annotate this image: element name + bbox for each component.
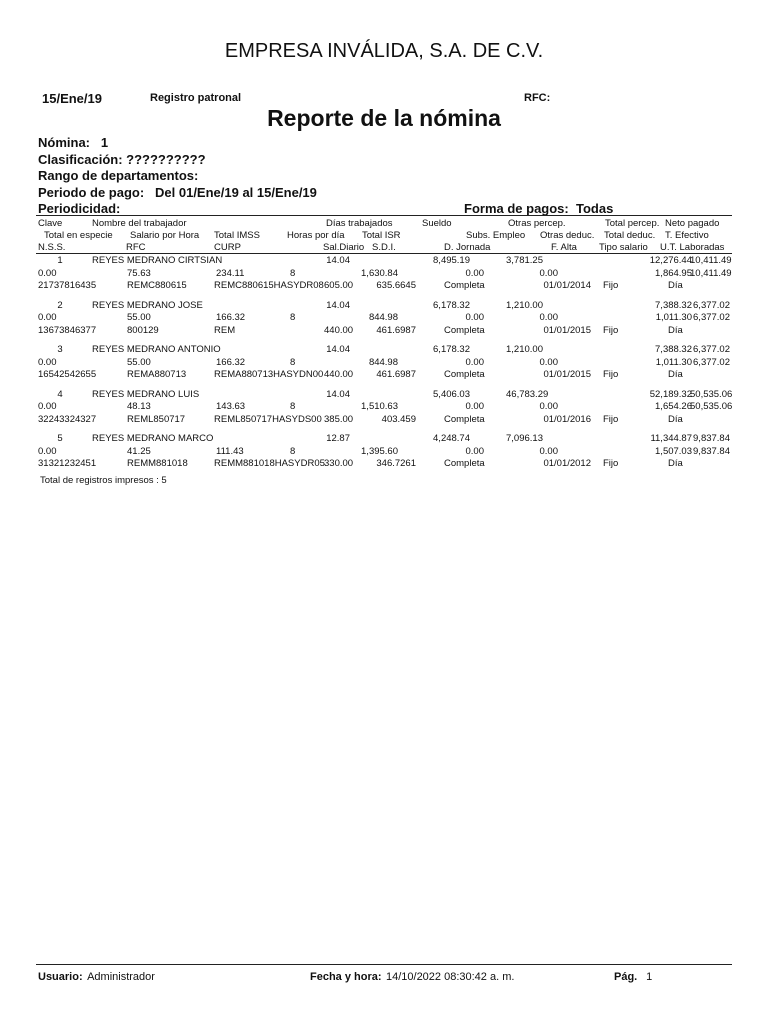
cell-rfc: 800129 (127, 324, 159, 336)
col-tipo: Tipo salario (599, 242, 648, 253)
cell-sueldo: 4,248.74 (433, 433, 470, 444)
cell-horas: 8 (290, 312, 296, 324)
cell-sdi: 346.7261 (376, 458, 416, 470)
cell-imss: 143.63 (216, 401, 246, 413)
cell-sal-diario: 440.00 (324, 369, 354, 381)
cell-jornada: Completa (444, 413, 485, 425)
cell-tipo: Fijo (603, 458, 619, 470)
company-name: EMPRESA INVÁLIDA, S.A. DE C.V. (224, 40, 544, 62)
col-subs: Subs. Empleo (466, 230, 526, 241)
cell-imss: 166.32 (216, 356, 246, 368)
nomina-value: 1 (100, 135, 109, 150)
periodo-label: Periodo de pago: (38, 185, 145, 200)
cell-total-percep: 12,276.44 (649, 255, 692, 266)
cell-especie: 0.00 (38, 401, 57, 413)
cell-tipo: Fijo (603, 413, 619, 425)
col-rfc: RFC (126, 242, 146, 253)
cell-otras-deduc: 0.00 (539, 312, 558, 324)
cell-clave: 5 (57, 433, 63, 444)
fecha-label: Fecha y hora: (310, 971, 382, 983)
cell-clave: 3 (57, 344, 63, 355)
cell-otras-deduc: 0.00 (539, 267, 558, 279)
col-horas: Horas por día (287, 230, 345, 241)
cell-alta: 01/01/2015 (543, 324, 591, 336)
cell-otras-deduc: 0.00 (539, 356, 558, 368)
cell-nombre: REYES MEDRANO MARCO (92, 433, 214, 444)
cell-ut: Día (668, 458, 683, 470)
cell-ut: Día (668, 413, 683, 425)
cell-alta: 01/01/2015 (543, 369, 591, 381)
usuario-label: Usuario: (38, 971, 83, 983)
col-imss: Total IMSS (214, 230, 260, 241)
footer-fecha (310, 967, 514, 985)
cell-imss: 166.32 (216, 312, 246, 324)
cell-salario-hora: 55.00 (127, 312, 151, 324)
col-efectivo: T. Efectivo (665, 230, 709, 241)
cell-jornada: Completa (444, 280, 485, 292)
col-nss: N.S.S. (38, 242, 66, 253)
rango-label: Rango de departamentos: (38, 168, 199, 183)
cell-sdi: 461.6987 (376, 369, 416, 381)
cell-total-percep: 52,189.32 (649, 388, 692, 400)
cell-imss: 111.43 (216, 445, 244, 457)
col-clave: Clave (38, 218, 63, 229)
cell-especie: 0.00 (38, 445, 57, 457)
cell-sdi: 461.6987 (376, 324, 416, 336)
cell-sueldo: 6,178.32 (433, 344, 470, 355)
cell-otras-percep: 3,781.25 (506, 255, 543, 266)
usuario-value: Administrador (87, 971, 155, 983)
nomina-label: Nómina: (38, 135, 90, 150)
col-sal-diario: Sal.Diario (323, 242, 365, 253)
col-curp: CURP (214, 242, 241, 253)
cell-isr: 844.98 (368, 356, 398, 368)
cell-alta: 01/01/2016 (543, 413, 591, 425)
cell-especie: 0.00 (38, 356, 57, 368)
col-salario-hora: Salario por Hora (130, 230, 200, 241)
footer-usuario (38, 967, 155, 985)
cell-nss: 32243324327 (38, 413, 97, 425)
cell-ut: Día (668, 324, 683, 336)
cell-sal-diario: 440.00 (324, 324, 354, 336)
cell-nombre: REYES MEDRANO LUIS (92, 388, 200, 400)
cell-dias: 14.04 (326, 344, 350, 355)
cell-horas: 8 (290, 356, 296, 368)
cell-isr: 1,630.84 (361, 267, 398, 279)
nomina-field (38, 135, 108, 150)
cell-total-deduc: 1,864.95 (655, 267, 692, 279)
cell-salario-hora: 48.13 (127, 401, 151, 413)
cell-especie: 0.00 (38, 267, 57, 279)
cell-otras-percep: 46,783.29 (506, 388, 549, 400)
cell-efectivo: 6,377.02 (693, 312, 730, 324)
cell-sueldo: 8,495.19 (433, 255, 470, 266)
cell-clave: 4 (57, 388, 63, 400)
col-otras-deduc: Otras deduc. (540, 230, 595, 241)
col-alta: F. Alta (551, 242, 577, 253)
col-sdi: S.D.I. (372, 242, 396, 253)
col-total-deduc: Total deduc. (604, 230, 656, 241)
cell-alta: 01/01/2012 (543, 458, 591, 470)
footer-rule (36, 964, 732, 965)
cell-dias: 14.04 (326, 255, 350, 266)
cell-isr: 844.98 (368, 312, 398, 324)
cell-curp: REML850717HASYDS00 (214, 413, 322, 425)
cell-otras-percep: 1,210.00 (506, 299, 543, 311)
cell-subs: 0.00 (465, 267, 484, 279)
cell-nss: 21737816435 (38, 280, 97, 292)
cell-clave: 1 (57, 255, 63, 266)
cell-otras-percep: 1,210.00 (506, 344, 543, 355)
periodo-field (38, 185, 317, 200)
cell-especie: 0.00 (38, 312, 57, 324)
cell-total-deduc: 1,011.30 (655, 356, 692, 368)
footer-pagina (614, 967, 652, 985)
cell-subs: 0.00 (465, 445, 484, 457)
periodo-value: Del 01/Ene/19 al 15/Ene/19 (155, 185, 317, 200)
cell-efectivo: 10,411.49 (690, 267, 732, 279)
header-rule (36, 215, 732, 216)
forma-pago-label: Forma de pagos: (464, 201, 569, 216)
columns-rule (36, 253, 732, 254)
cell-tipo: Fijo (603, 324, 619, 336)
cell-total-percep: 7,388.32 (655, 344, 692, 355)
forma-pago-field (464, 201, 613, 216)
periodicidad-label: Periodicidad: (38, 201, 121, 216)
cell-rfc: REML850717 (127, 413, 186, 425)
cell-nss: 31321232451 (38, 458, 97, 470)
pagina-label: Pág. (614, 971, 638, 983)
cell-rfc: REMA880713 (127, 369, 187, 381)
col-total-percep: Total percep. (605, 218, 660, 229)
cell-isr: 1,395.60 (361, 445, 398, 457)
fecha-value: 14/10/2022 08:30:42 a. m. (385, 971, 515, 983)
cell-alta: 01/01/2014 (543, 280, 591, 292)
total-registros: Total de registros impresos : 5 (40, 475, 167, 486)
cell-imss: 234.11 (216, 267, 245, 279)
cell-sal-diario: 330.00 (324, 458, 354, 470)
cell-efectivo: 9,837.84 (693, 445, 730, 457)
cell-tipo: Fijo (603, 369, 619, 381)
registro-patronal-label: Registro patronal (150, 92, 242, 104)
cell-rfc: REMC880615 (127, 280, 187, 292)
clasificacion-value: ?????????? (126, 152, 206, 167)
report-date: 15/Ene/19 (42, 91, 102, 106)
cell-sdi: 635.6645 (376, 280, 416, 292)
cell-curp: REMC880615HASYDR08 (214, 280, 324, 292)
cell-sueldo: 6,178.32 (433, 299, 470, 311)
cell-sal-diario: 605.00 (324, 280, 354, 292)
cell-curp: REM (214, 324, 236, 336)
cell-neto: 10,411.49 (690, 255, 732, 266)
clasificacion-label: Clasificación: (38, 152, 123, 167)
cell-subs: 0.00 (465, 312, 484, 324)
cell-horas: 8 (290, 267, 296, 279)
cell-efectivo: 6,377.02 (693, 356, 730, 368)
cell-dias: 14.04 (326, 388, 350, 400)
cell-sueldo: 5,406.03 (433, 388, 470, 400)
cell-otras-deduc: 0.00 (539, 445, 558, 457)
col-ut: U.T. Laboradas (660, 242, 725, 253)
cell-neto: 50,535.06 (690, 388, 733, 400)
cell-salario-hora: 41.25 (127, 445, 151, 457)
cell-nombre: REYES MEDRANO CIRTSIAN (92, 255, 223, 266)
cell-dias: 12.87 (326, 433, 350, 444)
cell-salario-hora: 55.00 (127, 356, 151, 368)
cell-horas: 8 (290, 401, 296, 413)
cell-ut: Día (668, 369, 683, 381)
cell-efectivo: 50,535.06 (690, 401, 733, 413)
cell-nombre: REYES MEDRANO JOSE (92, 299, 203, 311)
col-nombre: Nombre del trabajador (92, 218, 187, 229)
pagina-value: 1 (646, 971, 653, 983)
cell-curp: REMM881018HASYDR05 (214, 458, 325, 470)
cell-sal-diario: 385.00 (324, 413, 354, 425)
cell-clave: 2 (57, 299, 63, 311)
col-isr: Total ISR (362, 230, 401, 241)
cell-nombre: REYES MEDRANO ANTONIO (92, 344, 221, 355)
col-jornada: D. Jornada (444, 242, 491, 253)
report-title: Reporte de la nómina (267, 105, 501, 131)
cell-total-percep: 7,388.32 (655, 299, 692, 311)
cell-total-percep: 11,344.87 (650, 433, 692, 444)
col-neto: Neto pagado (665, 218, 720, 229)
col-sueldo: Sueldo (422, 218, 452, 229)
rfc-label: RFC: (524, 92, 551, 104)
cell-curp: REMA880713HASYDN00 (214, 369, 324, 381)
cell-isr: 1,510.63 (361, 401, 398, 413)
cell-total-deduc: 1,507.03 (655, 445, 692, 457)
col-especie: Total en especie (44, 230, 113, 241)
col-dias: Días trabajados (326, 218, 393, 229)
cell-nss: 16542542655 (38, 369, 97, 381)
cell-subs: 0.00 (465, 401, 484, 413)
cell-neto: 6,377.02 (693, 344, 730, 355)
cell-sdi: 403.459 (381, 413, 416, 425)
cell-horas: 8 (290, 445, 296, 457)
col-otras-percep: Otras percep. (508, 218, 566, 229)
cell-jornada: Completa (444, 324, 485, 336)
cell-jornada: Completa (444, 458, 485, 470)
cell-total-deduc: 1,011.30 (655, 312, 692, 324)
cell-jornada: Completa (444, 369, 485, 381)
cell-dias: 14.04 (326, 299, 350, 311)
cell-ut: Día (668, 280, 683, 292)
cell-salario-hora: 75.63 (127, 267, 151, 279)
cell-total-deduc: 1,654.26 (655, 401, 692, 413)
cell-neto: 6,377.02 (693, 299, 730, 311)
cell-nss: 13673846377 (38, 324, 97, 336)
cell-otras-percep: 7,096.13 (506, 433, 543, 444)
cell-tipo: Fijo (603, 280, 619, 292)
cell-neto: 9,837.84 (693, 433, 730, 444)
cell-otras-deduc: 0.00 (539, 401, 558, 413)
forma-pago-value: Todas (575, 201, 614, 216)
clasificacion-field (38, 152, 206, 167)
cell-subs: 0.00 (465, 356, 484, 368)
cell-rfc: REMM881018 (127, 458, 188, 470)
